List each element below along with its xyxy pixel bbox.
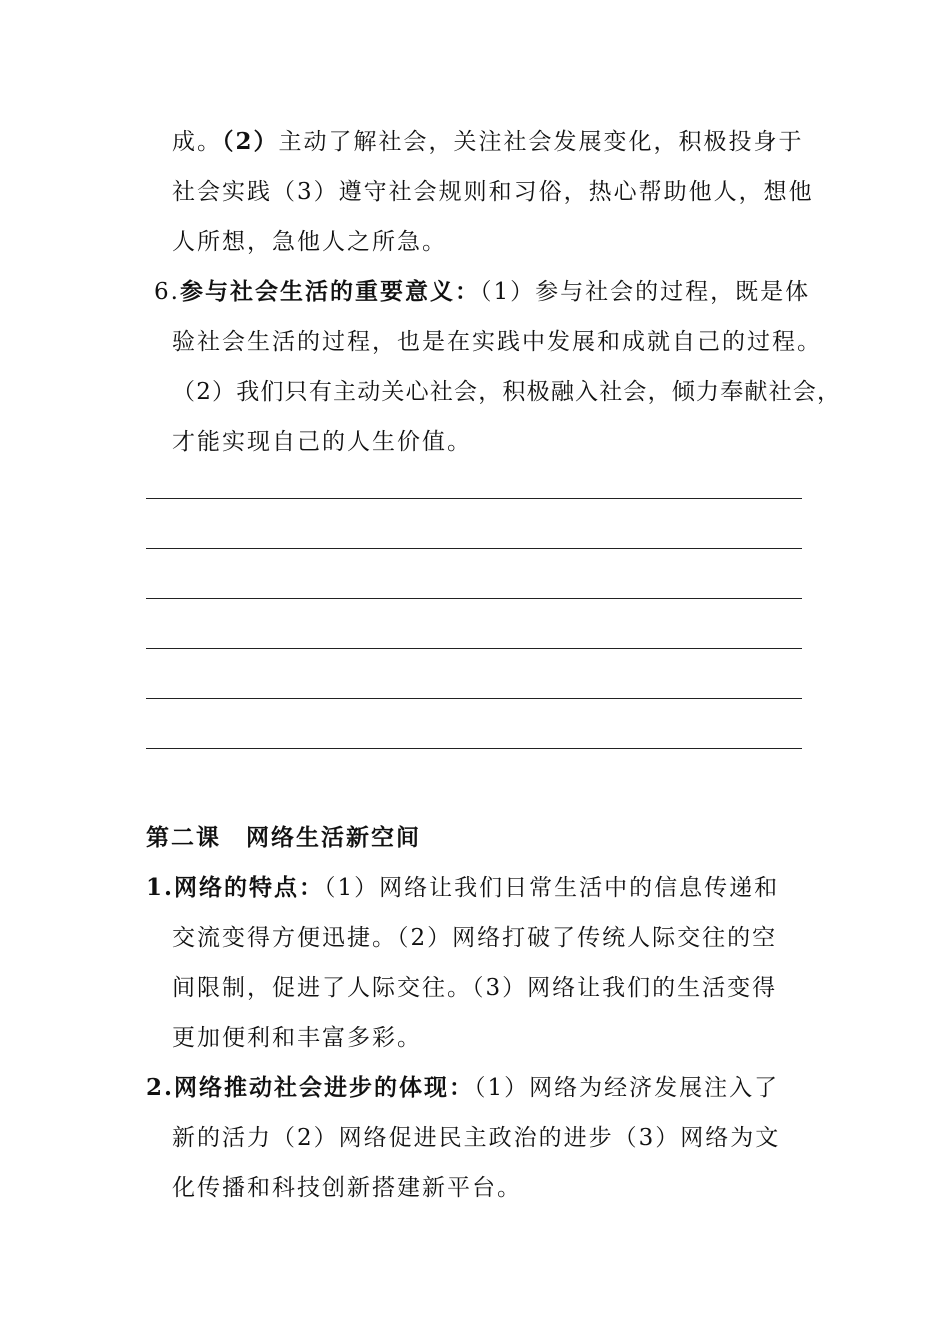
lesson2-heading: 第二课 网络生活新空间 xyxy=(146,824,421,851)
lesson2-item1-line-4: 更加便利和丰富多彩。 xyxy=(172,1025,422,1051)
item6-title: 参与社会生活的重要意义： xyxy=(179,278,480,305)
text-fragment: 成。 xyxy=(172,129,222,155)
answer-blank-line[interactable] xyxy=(146,598,802,599)
lesson2-item2-line-2: 新的活力（2）网络促进民主政治的进步（3）网络为文 xyxy=(172,1125,781,1151)
lesson2-item2-line-1 xyxy=(146,1072,779,1104)
item1-text: （1）网络让我们日常生活中的信息传递和 xyxy=(324,875,780,901)
answer-blank-line[interactable] xyxy=(146,548,802,549)
item6-line-3: （2）我们只有主动关心社会，积极融入社会，倾力奉献社会， xyxy=(172,379,842,405)
text-fragment: 主动了解社会，关注社会发展变化，积极投身于 xyxy=(278,129,804,155)
answer-blank-line[interactable] xyxy=(146,748,802,749)
item1-title: 网络的特点： xyxy=(174,874,325,901)
item2-text: （1）网络为经济发展注入了 xyxy=(474,1075,780,1101)
item1-number: 1. xyxy=(146,874,175,901)
bold-marker: （2） xyxy=(222,128,279,155)
item6-line-4: 才能实现自己的人生价值。 xyxy=(172,429,472,455)
item6-line-1 xyxy=(154,276,810,308)
section5-line-1 xyxy=(172,126,804,158)
lesson2-item1-line-3: 间限制，促进了人际交往。（3）网络让我们的生活变得 xyxy=(172,975,778,1001)
answer-blank-line[interactable] xyxy=(146,648,802,649)
item2-number: 2. xyxy=(146,1074,175,1101)
item2-title: 网络推动社会进步的体现： xyxy=(174,1074,475,1101)
lesson2-item1-line-2: 交流变得方便迅捷。（2）网络打破了传统人际交往的空 xyxy=(172,925,778,951)
answer-blank-line[interactable] xyxy=(146,698,802,699)
item6-text: （1）参与社会的过程，既是体 xyxy=(479,279,811,305)
lesson2-item2-line-3: 化传播和科技创新搭建新平台。 xyxy=(172,1175,522,1201)
section5-line-3: 人所想，急他人之所急。 xyxy=(172,229,447,255)
lesson2-item1-line-1 xyxy=(146,872,779,904)
answer-blank-line[interactable] xyxy=(146,498,802,499)
item6-number: 6. xyxy=(154,279,180,305)
section5-line-2: 社会实践（3）遵守社会规则和习俗，热心帮助他人，想他 xyxy=(172,179,814,205)
item6-line-2: 验社会生活的过程，也是在实践中发展和成就自己的过程。 xyxy=(172,329,822,355)
